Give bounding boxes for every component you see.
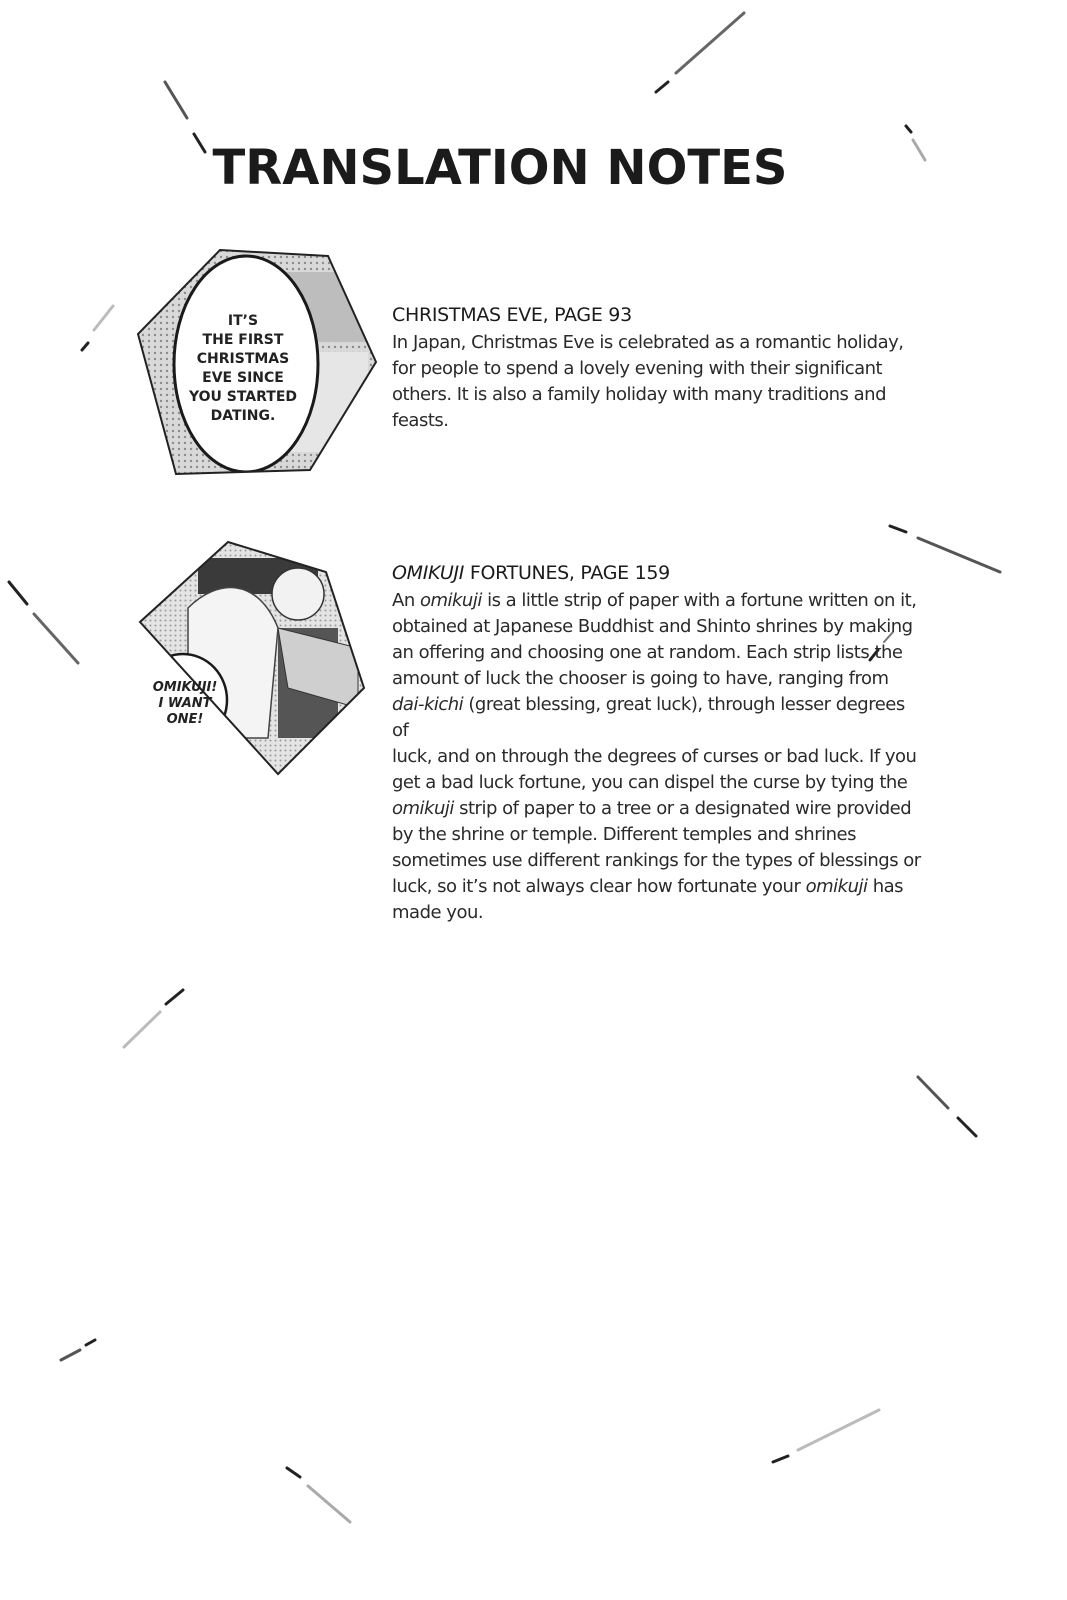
body-line: an offering and choosing one at random. Each strip lists the [392, 642, 903, 663]
bubble-line: OMIKUJI! [152, 680, 218, 695]
bubble-line: ONE! [166, 712, 204, 727]
body-text: luck, so it’s not always clear how fortunate your [392, 876, 806, 897]
body-line: made you. [392, 902, 484, 923]
body-italic: omikuji [419, 590, 482, 611]
body-italic: dai-kichi [392, 694, 464, 715]
note-omikuji [392, 560, 922, 926]
body-line: others. It is also a family holiday with many traditions and [392, 384, 887, 405]
note-heading [392, 560, 922, 586]
body-line: luck, and on through the degrees of curses or bad luck. If you [392, 746, 917, 767]
speech-bubble-text [150, 680, 220, 728]
heading-italic: OMIKUJI [392, 562, 465, 584]
body-text: strip of paper to a tree or a designated wire provided [453, 798, 912, 819]
body-text: (great blessing, great luck), through lesser degrees of [392, 694, 905, 741]
manga-panel-omikuji [128, 538, 378, 778]
body-line: for people to spend a lovely evening with their significant [392, 358, 883, 379]
note-body [392, 588, 922, 926]
body-line: amount of luck the chooser is going to have, ranging from [392, 668, 889, 689]
bubble-line: IT’S [227, 313, 259, 329]
bubble-line: I WANT [158, 696, 212, 711]
body-line: sometimes use different rankings for the types of blessings or [392, 850, 921, 871]
body-italic: omikuji [805, 876, 868, 897]
bubble-line: DATING. [210, 408, 276, 424]
body-line: In Japan, Christmas Eve is celebrated as a romantic holiday, [392, 332, 904, 353]
note-body [392, 330, 922, 434]
note-christmas-eve [392, 302, 922, 434]
body-text: An [392, 590, 420, 611]
body-text: has [867, 876, 904, 897]
body-italic: omikuji [392, 798, 454, 819]
body-line: feasts. [392, 410, 449, 431]
bubble-line: CHRISTMAS [196, 351, 290, 367]
bubble-line: THE FIRST [202, 332, 284, 348]
bubble-line: YOU STARTED [188, 389, 298, 405]
body-line: by the shrine or temple. Different temples and shrines [392, 824, 856, 845]
body-line: obtained at Japanese Buddhist and Shinto shrines by making [392, 616, 913, 637]
note-heading: CHRISTMAS EVE, PAGE 93 [392, 304, 632, 326]
body-text: is a little strip of paper with a fortune written on it, [481, 590, 917, 611]
bubble-line: EVE SINCE [202, 370, 284, 386]
page-title: TRANSLATION NOTES [212, 140, 788, 196]
speech-bubble-text [183, 312, 303, 426]
heading-rest: FORTUNES, PAGE 159 [464, 562, 670, 584]
body-line: get a bad luck fortune, you can dispel the curse by tying the [392, 772, 908, 793]
